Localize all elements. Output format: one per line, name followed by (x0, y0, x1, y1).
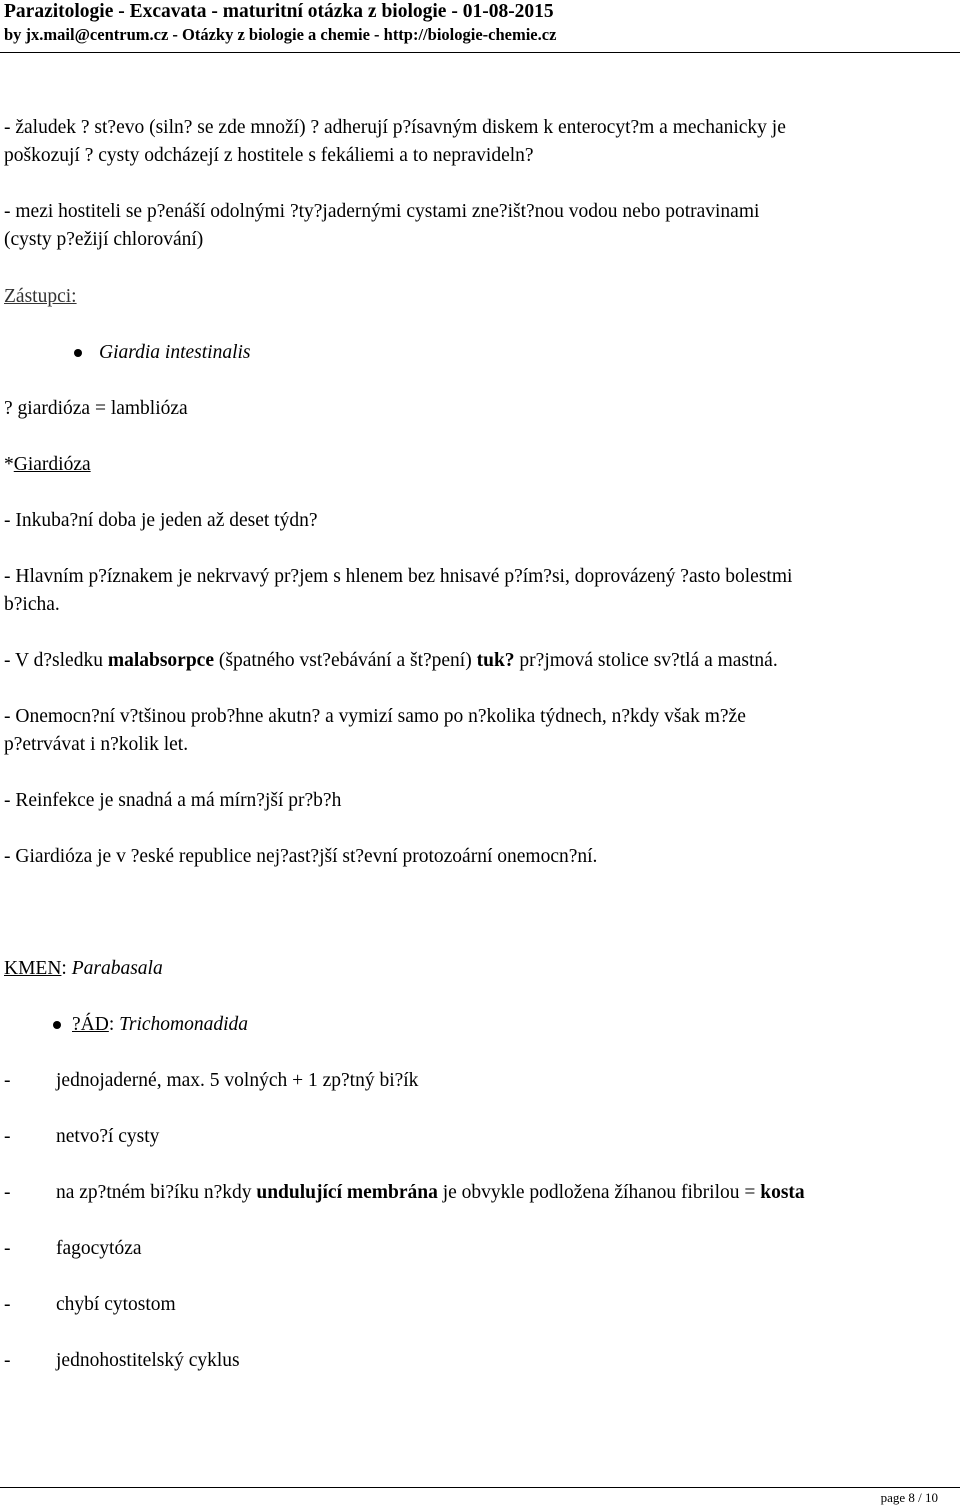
page-number: page 8 / 10 (880, 1490, 938, 1505)
list-item-text: chybí cytostom (56, 1294, 176, 1315)
order-label: ?ÁD (72, 1014, 109, 1035)
document-subtitle: by jx.mail@centrum.cz - Otázky z biologie a chemie - http://biologie-chemie.cz (4, 25, 557, 44)
paragraph-line: - Hlavním p?íznakem je nekrvavý pr?jem s hlenem bez hnisavé p?ím?si, doprovázený ?asto bolestmi (4, 566, 793, 587)
phylum-value: Parabasala (71, 958, 163, 979)
order-heading (72, 1011, 248, 1039)
bold-term: kosta (760, 1182, 805, 1203)
paragraph-line: - Reinfekce je snadná a má mírn?jší pr?b?h (4, 790, 342, 811)
separator: : (61, 958, 72, 979)
list-item-text: netvo?í cysty (56, 1126, 160, 1147)
paragraph-line: - Inkuba?ní doba je jeden až deset týdn? (4, 510, 318, 531)
list-item-text: jednohostitelský cyklus (56, 1350, 240, 1371)
paragraph-line (4, 647, 778, 675)
footer-divider (0, 1487, 960, 1488)
bold-term: malabsorpce (107, 650, 214, 671)
paragraph-line: - Giardióza je v ?eské republice nej?ast?jší st?evní protozoární onemocn?ní. (4, 846, 598, 867)
list-item-text (56, 1179, 805, 1207)
document-title: Parazitologie - Excavata - maturitní otázka z biologie - 01-08-2015 (4, 1, 554, 22)
document-header (4, 0, 557, 44)
dash-marker: - (4, 1070, 11, 1091)
paragraph-line: ? giardióza = lamblióza (4, 398, 188, 419)
text-run: (špatného vst?ebávání a št?pení) (213, 650, 477, 671)
header-divider (0, 52, 960, 53)
asterisk: * (4, 454, 14, 475)
bold-term: undulující membrána (256, 1182, 438, 1203)
phylum-heading (4, 955, 163, 983)
text-run: je obvykle podložena žíhanou fibrilou = (437, 1182, 761, 1203)
bullet-icon (74, 349, 82, 357)
disease-heading-label: Giardióza (13, 454, 91, 475)
dash-marker: - (4, 1238, 11, 1259)
list-item-text: fagocytóza (56, 1238, 142, 1259)
phylum-label: KMEN (4, 958, 62, 979)
bullet-icon (53, 1021, 61, 1029)
disease-heading (4, 451, 91, 479)
dash-marker: - (4, 1182, 11, 1203)
species-name: Giardia intestinalis (99, 342, 251, 363)
bold-term: tuk? (476, 650, 515, 671)
representatives-heading: Zástupci: (4, 286, 77, 307)
paragraph-line: (cysty p?ežijí chlorování) (4, 229, 204, 250)
paragraph-line: p?etrvávat i n?kolik let. (4, 734, 189, 755)
paragraph-line: - Onemocn?ní v?tšinou prob?hne akutn? a vymizí samo po n?kolika týdnech, n?kdy však m?že (4, 706, 746, 727)
paragraph-line: - žaludek ? st?evo (siln? se zde množí) ? adherují p?ísavným diskem k enterocyt?m a mechanicky je (4, 117, 786, 138)
dash-marker: - (4, 1350, 11, 1371)
text-run: pr?jmová stolice sv?tlá a mastná. (514, 650, 778, 671)
list-item-text: jednojaderné, max. 5 volných + 1 zp?tný bi?ík (56, 1070, 419, 1091)
text-run: na zp?tném bi?íku n?kdy (56, 1182, 257, 1203)
dash-marker: - (4, 1294, 11, 1315)
paragraph-line: poškozují ? cysty odcházejí z hostitele s fekáliemi a to nepravideln? (4, 145, 534, 166)
separator: : (108, 1014, 120, 1035)
paragraph-line: - mezi hostiteli se p?enáší odolnými ?ty?jadernými cystami zne?išt?nou vodou nebo potravinami (4, 201, 760, 222)
text-run: - V d?sledku (4, 650, 108, 671)
dash-marker: - (4, 1126, 11, 1147)
order-value: Trichomonadida (119, 1014, 249, 1035)
paragraph-line: b?icha. (4, 594, 60, 615)
